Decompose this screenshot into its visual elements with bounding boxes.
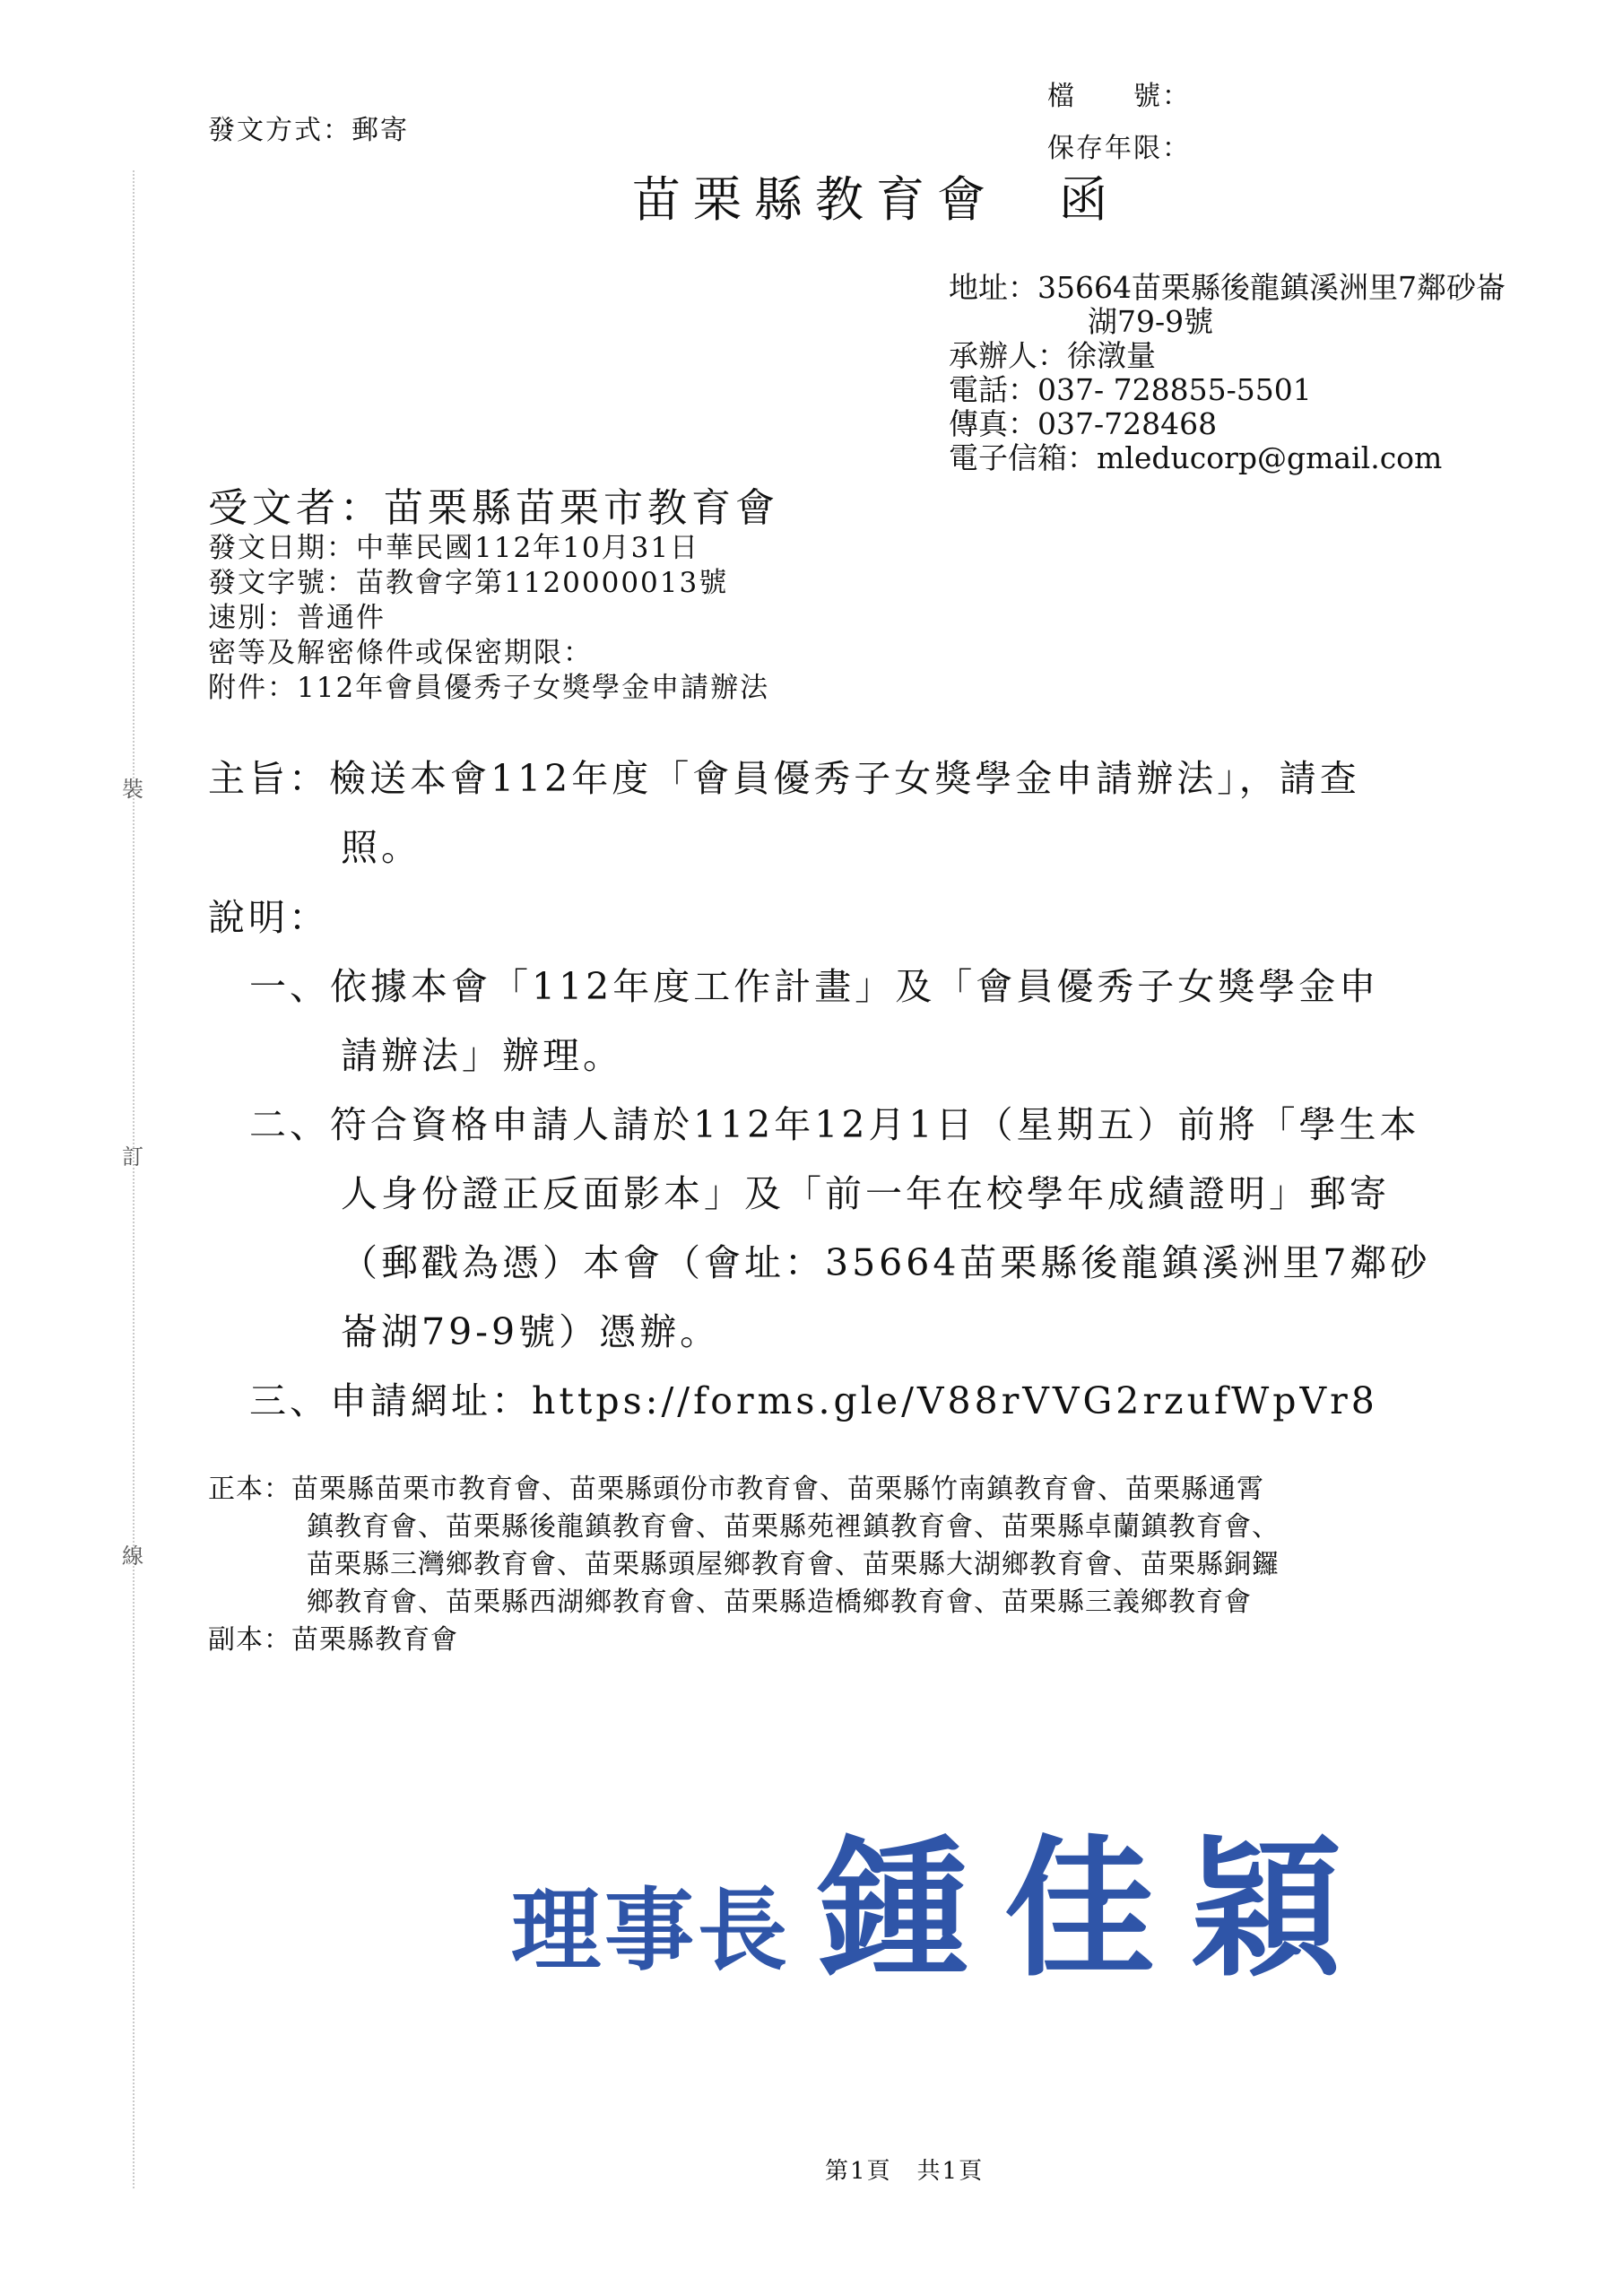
seal-name: 鍾佳穎 <box>818 1820 1377 1997</box>
contact-block <box>949 271 1506 475</box>
explanation-item-2-line-1: 二、符合資格申請人請於112年12月1日（星期五）前將「學生本 <box>249 1103 1420 1146</box>
retention-label: 保存年限： <box>1047 133 1191 164</box>
explanation-item-2-line-3: （郵戳為憑）本會（會址：35664苗栗縣後龍鎮溪洲里7鄰砂 <box>341 1241 1431 1284</box>
recipient: 受文者：苗栗縣苗栗市教育會 <box>208 485 779 531</box>
send-method: 發文方式：郵寄 <box>208 115 409 146</box>
address-line-2: 湖79-9號 <box>1088 304 1214 339</box>
address-line-1: 地址：35664苗栗縣後龍鎮溪洲里7鄰砂崙 <box>949 270 1506 305</box>
explanation-item-2-line-4: 崙湖79-9號）憑辦。 <box>341 1310 721 1353</box>
phone: 電話：037- 728855-5501 <box>949 372 1312 407</box>
speed-classification: 速別：普通件 <box>208 602 386 634</box>
fax: 傳真：037-728468 <box>949 406 1218 441</box>
file-number-label: 檔 號： <box>1047 81 1191 112</box>
attachment: 附件：112年會員優秀子女獎學金申請辦法 <box>208 672 770 704</box>
copy-recipients: 副本：苗栗縣教育會 <box>208 1624 458 1656</box>
security-classification: 密等及解密條件或保密期限： <box>208 637 593 669</box>
issue-date: 發文日期：中華民國112年10月31日 <box>208 532 700 564</box>
page-footer: 第1頁 共1頁 <box>825 2158 985 2185</box>
binding-margin-line <box>133 170 135 2188</box>
original-recipients-line-3: 苗栗縣三灣鄉教育會、苗栗縣頭屋鄉教育會、苗栗縣大湖鄉教育會、苗栗縣銅鑼 <box>307 1549 1280 1580</box>
document-title: 苗栗縣教育會 函 <box>632 171 1120 228</box>
explanation-item-1-line-1: 一、依據本會「112年度工作計畫」及「會員優秀子女獎學金申 <box>249 965 1380 1008</box>
subject-block <box>208 744 1360 883</box>
original-recipients-line-2: 鎮教育會、苗栗縣後龍鎮教育會、苗栗縣苑裡鎮教育會、苗栗縣卓蘭鎮教育會、 <box>307 1511 1280 1543</box>
chairman-seal <box>511 1789 1377 2005</box>
email: 電子信箱：mleducorp@gmail.com <box>949 440 1443 475</box>
original-recipients-line-4: 鄉教育會、苗栗縣西湖鄉教育會、苗栗縣造橋鄉教育會、苗栗縣三義鄉教育會 <box>307 1587 1252 1618</box>
explanation-item-2-line-2: 人身份證正反面影本」及「前一年在校學年成績證明」郵寄 <box>341 1172 1390 1215</box>
distribution-block <box>208 1471 1280 1659</box>
handler: 承辦人：徐潡量 <box>949 338 1156 373</box>
subject-line-2: 照。 <box>341 826 421 869</box>
seal-title: 理事長 <box>511 1877 791 1983</box>
subject-line-1: 主旨：檢送本會112年度「會員優秀子女獎學金申請辦法」，請查 <box>208 757 1360 800</box>
explanation-item-1-line-2: 請辦法」辦理。 <box>341 1034 623 1077</box>
binding-mark-xian: 線 <box>122 1544 143 1569</box>
explanation-heading: 說明： <box>208 896 329 939</box>
binding-mark-zhuang: 裝 <box>122 777 143 802</box>
binding-mark-ding: 訂 <box>122 1144 143 1170</box>
document-number: 發文字號：苗教會字第1120000013號 <box>208 567 729 599</box>
meta-block <box>208 531 769 706</box>
explanation-item-3: 三、申請網址：https://forms.gle/V88rVVG2rzufWpVr8 <box>249 1379 1378 1422</box>
explanation-block <box>249 952 1431 1436</box>
original-recipients-line-1: 正本：苗栗縣苗栗市教育會、苗栗縣頭份市教育會、苗栗縣竹南鎮教育會、苗栗縣通霄 <box>208 1474 1264 1505</box>
